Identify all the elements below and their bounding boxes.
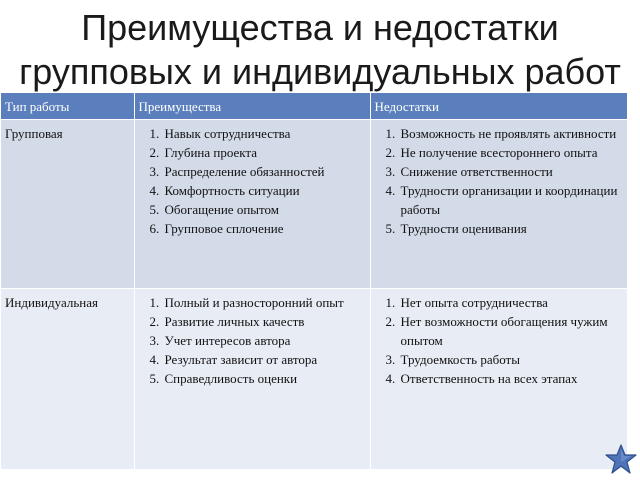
list-item: 3. Распределение обязанностей [163, 162, 366, 181]
table-row [1, 288, 627, 469]
list-item: 4. Ответственность на всех этапах [399, 369, 623, 388]
list-item: 2. Развитие личных качеств [163, 312, 366, 331]
advantages-cell [134, 119, 370, 288]
list-item: 1. Полный и разносторонний опыт [163, 293, 366, 312]
list-item: 6. Групповое сплочение [163, 219, 366, 238]
disadvantages-cell [370, 288, 627, 469]
disadvantages-list [375, 293, 623, 388]
advantages-cell [134, 288, 370, 469]
header-advantages: Преимущества [134, 93, 370, 119]
list-item: 5. Обогащение опытом [163, 200, 366, 219]
work-type-cell: Индивидуальная [1, 288, 134, 469]
list-item: 1. Возможность не проявлять активности [399, 124, 623, 143]
list-item: 5. Трудности оценивания [399, 219, 623, 238]
list-item: 1. Нет опыта сотрудничества [399, 293, 623, 312]
list-item: 2. Глубина проекта [163, 143, 366, 162]
star-icon [605, 443, 637, 475]
list-item: 2. Не получение всестороннего опыта [399, 143, 623, 162]
list-item: 4. Результат зависит от автора [163, 350, 366, 369]
list-item: 3. Трудоемкость работы [399, 350, 623, 369]
list-item: 4. Комфортность ситуации [163, 181, 366, 200]
disadvantages-list [375, 124, 623, 238]
advantages-list [139, 124, 366, 238]
slide-title-line-1: Преимущества и недостатки [81, 7, 559, 48]
disadvantages-cell [370, 119, 627, 288]
list-item: 2. Нет возможности обогащения чужим опытом [399, 312, 623, 350]
list-item: 5. Справедливость оценки [163, 369, 366, 388]
header-work-type: Тип работы [1, 93, 134, 119]
advantages-list [139, 293, 366, 388]
list-item: 3. Учет интересов автора [163, 331, 366, 350]
list-item: 4. Трудности организации и координации работы [399, 181, 623, 219]
comparison-table [1, 93, 628, 469]
header-disadvantages: Недостатки [370, 93, 627, 119]
star-nav-button[interactable] [605, 443, 637, 475]
list-item: 3. Снижение ответственности [399, 162, 623, 181]
list-item: 1. Навык сотрудничества [163, 124, 366, 143]
slide-title [0, 6, 640, 94]
table-header-row [1, 93, 627, 119]
table-row [1, 119, 627, 288]
slide-title-line-2: групповых и индивидуальных работ [19, 51, 621, 92]
work-type-cell: Групповая [1, 119, 134, 288]
